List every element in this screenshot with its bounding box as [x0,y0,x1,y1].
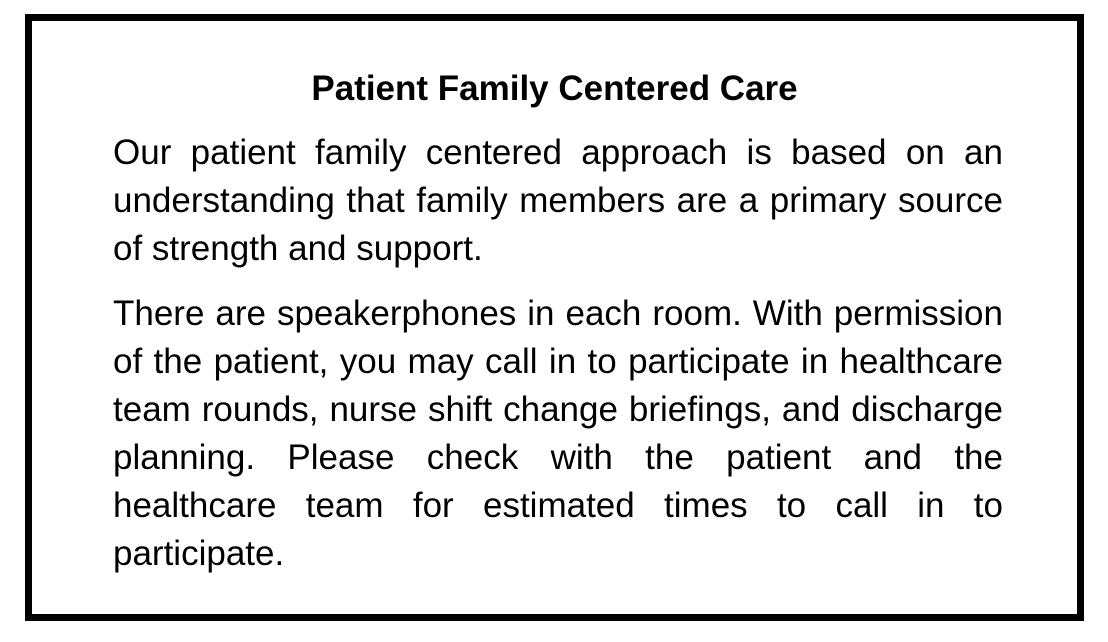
notice-title: Patient Family Centered Care [311,69,798,108]
paragraph-speakerphones: There are speakerphones in each room. With permission of the patient, you may call in to participate in healthcare team rounds, nurse shift change briefings, and discharge planning. Please check with the patient and the healthcare team for estimated times to call in to participate. [113,294,1003,573]
paragraph-family-approach: Our patient family centered approach is based on an understanding that family members are a primary source of strength and support. [113,133,1003,268]
notice-card [25,14,1084,621]
